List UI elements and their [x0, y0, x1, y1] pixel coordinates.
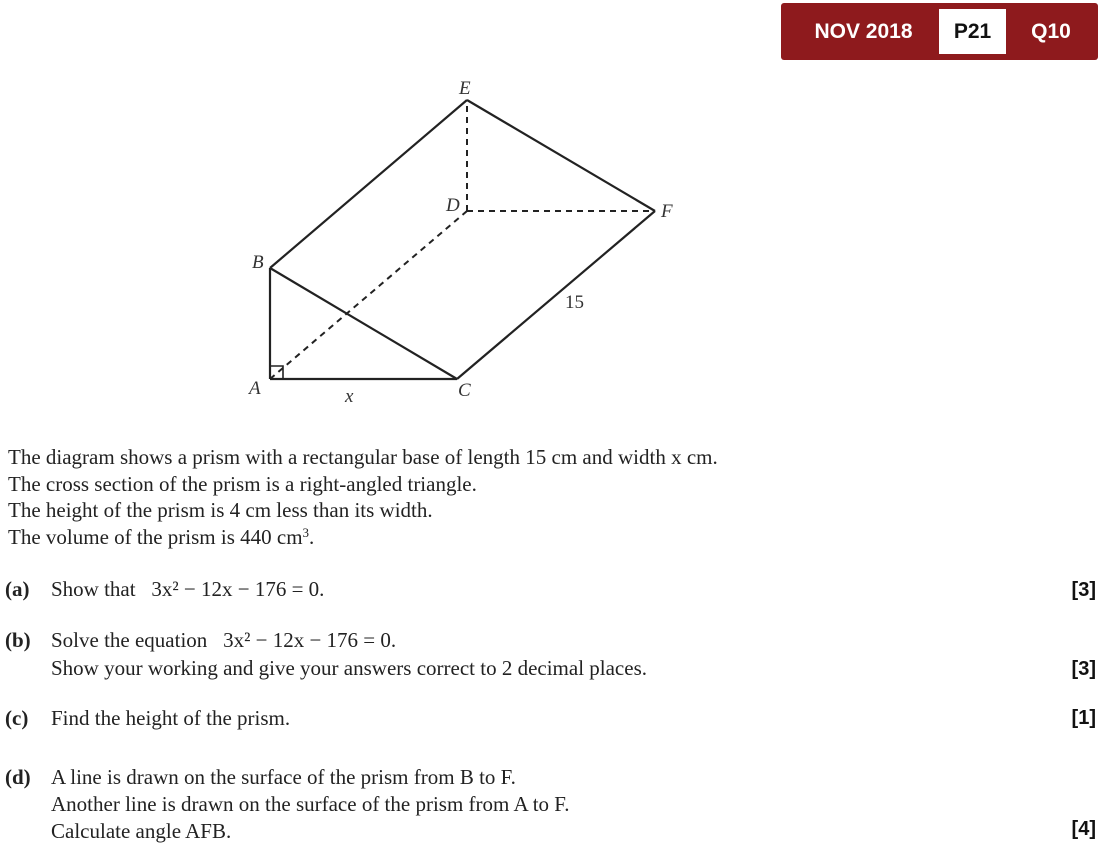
- part-d-line-2: Another line is drawn on the surface of the prism from A to F.: [51, 792, 570, 816]
- stem-line-2: The cross section of the prism is a right-angled triangle.: [8, 471, 477, 496]
- prism-diagram: [0, 0, 1100, 420]
- vertex-label-F: F: [661, 201, 673, 222]
- question-number-label: Q10: [1031, 20, 1071, 43]
- hidden-edge-AD: [270, 211, 467, 379]
- part-b: [5, 628, 647, 680]
- part-a-letter: (a): [5, 577, 30, 601]
- part-c-marks: [1]: [1071, 707, 1096, 729]
- part-b-text: Solve the equation: [51, 628, 208, 652]
- part-c-text: Find the height of the prism.: [51, 706, 291, 730]
- part-d-line-1: A line is drawn on the surface of the prism from B to F.: [51, 765, 516, 789]
- vertex-label-C: C: [458, 380, 471, 401]
- vertex-label-A: A: [249, 378, 261, 399]
- edge-CF: [457, 211, 655, 379]
- part-c: [5, 706, 291, 731]
- part-d: [5, 765, 570, 843]
- vertex-label-D: D: [446, 195, 460, 216]
- part-b-equation: 3x² − 12x − 176 = 0.: [223, 628, 397, 652]
- stem-line-3: The height of the prism is 4 cm less than its width.: [8, 498, 433, 522]
- part-a-marks: [3]: [1071, 579, 1096, 601]
- part-d-marks: [4]: [1071, 818, 1096, 840]
- part-d-line-3: Calculate angle AFB.: [51, 819, 232, 843]
- edge-EF: [467, 100, 655, 211]
- length-label: 15: [565, 292, 584, 313]
- exam-session-label: NOV 2018: [814, 20, 913, 43]
- edge-BE: [270, 100, 467, 268]
- part-b-letter: (b): [5, 628, 31, 652]
- question-stem: [8, 444, 718, 550]
- stem-line-1: The diagram shows a prism with a rectangular base of length 15 cm and width x cm.: [8, 445, 718, 469]
- part-b-marks: [3]: [1071, 658, 1096, 680]
- part-b-instruction: Show your working and give your answers correct to 2 decimal places.: [51, 656, 647, 680]
- part-d-letter: (d): [5, 765, 31, 789]
- vertex-label-B: B: [252, 252, 264, 273]
- vertex-label-E: E: [459, 78, 471, 99]
- paper-number-label: P21: [939, 9, 1006, 54]
- part-c-letter: (c): [5, 706, 29, 730]
- width-label: x: [345, 386, 354, 407]
- part-a-text: Show that: [51, 577, 136, 601]
- part-a-equation: 3x² − 12x − 176 = 0.: [151, 577, 325, 601]
- part-a: [5, 577, 325, 602]
- stem-line-4: The volume of the prism is 440 $cm^3$.: [8, 524, 315, 549]
- edge-BC: [270, 268, 457, 379]
